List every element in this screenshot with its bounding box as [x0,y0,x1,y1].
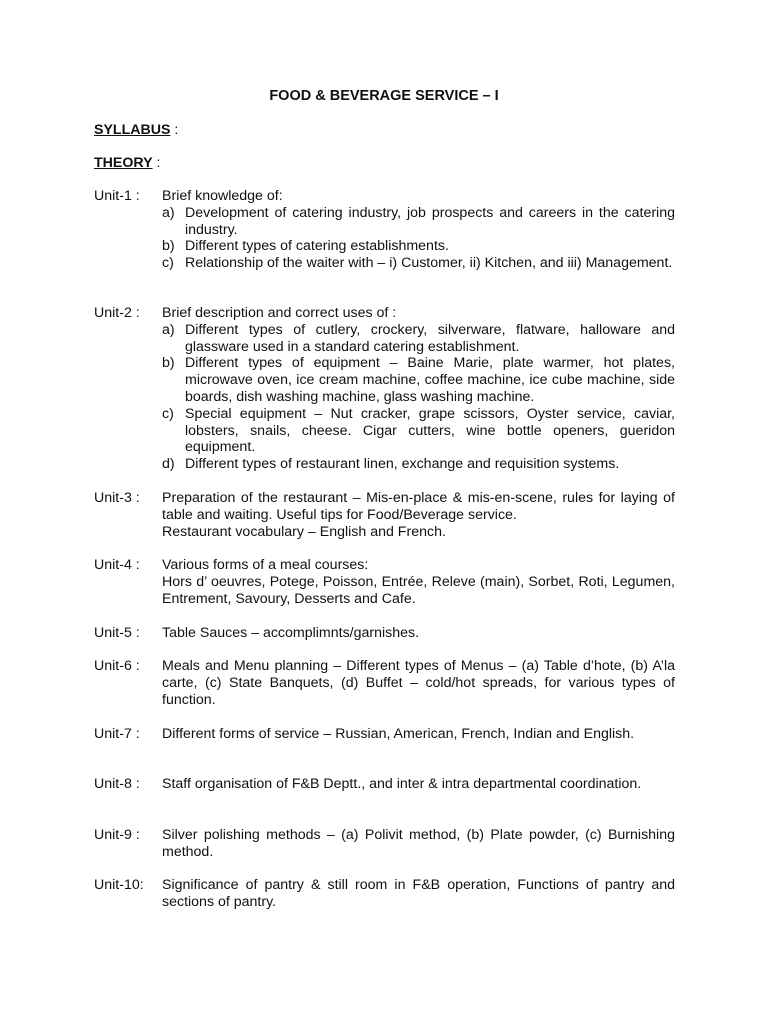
list-item [162,255,675,272]
unit-paragraph: Hors d’ oeuvres, Potege, Poisson, Entrée, Releve (main), Sorbet, Roti, Legumen, Entrement, Savoury, Desserts and Cafe. [162,573,675,607]
theory-heading [94,155,160,172]
unit-body [162,305,675,473]
list-marker: c) [162,405,174,422]
unit-body [162,776,675,793]
list-item-text: Different types of catering establishments. [185,238,449,255]
unit-1-section [94,188,675,272]
unit-body [162,625,675,642]
unit-paragraph: Silver polishing methods – (a) Polivit method, (b) Plate powder, (c) Burnishing method. [162,827,675,860]
list-item-text: Different types of equipment – Baine Marie, plate warmer, hot plates, microwave oven, ice cream machine, coffee machine, ice cube machine, side boards, dish washing machine, glass washing machine. [185,355,675,405]
list-item-text: Development of catering industry, job prospects and careers in the catering industry. [185,204,675,238]
unit-item-list [162,205,675,272]
unit-body [162,877,675,911]
unit-label: Unit-9 : [94,827,140,843]
unit-intro: Brief knowledge of: [162,188,283,204]
list-item [162,456,675,473]
unit-body [162,726,675,743]
list-item [162,322,675,356]
unit-3-section [94,490,675,540]
unit-body [162,490,675,540]
unit-body [162,658,675,708]
unit-paragraph: Staff organisation of F&B Deptt., and inter & intra departmental coordination. [162,776,642,792]
list-item-text: Different types of cutlery, crockery, silverware, flatware, halloware and glassware used in a standard catering establishment. [185,321,675,355]
list-marker: a) [162,321,175,338]
unit-label: Unit-6 : [94,658,140,674]
unit-body [162,557,675,607]
unit-label: Unit-5 : [94,625,140,641]
unit-label: Unit-10: [94,877,144,893]
unit-label: Unit-4 : [94,557,140,573]
page-title: FOOD & BEVERAGE SERVICE – I [269,88,499,104]
syllabus-heading-label: SYLLABUS [94,122,171,138]
unit-body [162,188,675,272]
unit-body [162,827,675,861]
syllabus-heading [94,122,178,139]
unit-paragraph: Table Sauces – accomplimnts/garnishes. [162,625,420,641]
list-marker: b) [162,355,175,372]
list-marker: b) [162,238,175,255]
list-marker: d) [162,456,175,473]
list-marker: a) [162,204,175,221]
unit-6-section [94,658,675,708]
unit-paragraph: Preparation of the restaurant – Mis-en-place & mis-en-scene, rules for laying of table and waiting. Useful tips for Food/Beverage service. [162,490,675,523]
unit-label: Unit-8 : [94,776,140,792]
unit-9-section [94,827,675,861]
unit-paragraph: Various forms of a meal courses: [162,557,369,573]
unit-7-section [94,726,675,743]
unit-5-section [94,625,675,642]
unit-label: Unit-1 : [94,188,140,204]
unit-label: Unit-7 : [94,726,140,742]
unit-label: Unit-3 : [94,490,140,506]
list-item [162,238,675,255]
list-item [162,355,675,405]
unit-label: Unit-2 : [94,305,140,321]
theory-heading-label: THEORY [94,155,153,171]
list-item [162,205,675,239]
unit-paragraph: Restaurant vocabulary – English and French. [162,523,446,540]
unit-10-section [94,877,675,911]
unit-paragraph: Meals and Menu planning – Different types of Menus – (a) Table d’hote, (b) A’la carte, (c) State Banquets, (d) Buffet – cold/hot spreads, for various types of function. [162,658,675,708]
unit-paragraph: Different forms of service – Russian, American, French, Indian and English. [162,726,635,742]
list-item-text: Different types of restaurant linen, exchange and requisition systems. [185,456,620,473]
unit-intro: Brief description and correct uses of : [162,305,397,321]
list-item-text: Relationship of the waiter with – i) Customer, ii) Kitchen, and iii) Management. [185,255,673,272]
unit-item-list [162,322,675,473]
syllabus-heading-suffix: : [170,122,179,138]
list-marker: c) [162,255,174,272]
list-item-text: Special equipment – Nut cracker, grape scissors, Oyster service, caviar, lobsters, snails, cheese. Cigar cutters, wine bottle openers, gueridon equipment. [185,405,675,456]
theory-heading-suffix: : [152,155,161,171]
list-item [162,406,675,456]
unit-paragraph: Significance of pantry & still room in F&B operation, Functions of pantry and sections of pantry. [162,877,675,910]
unit-4-section [94,557,675,607]
unit-8-section [94,776,675,793]
unit-2-section [94,305,675,473]
